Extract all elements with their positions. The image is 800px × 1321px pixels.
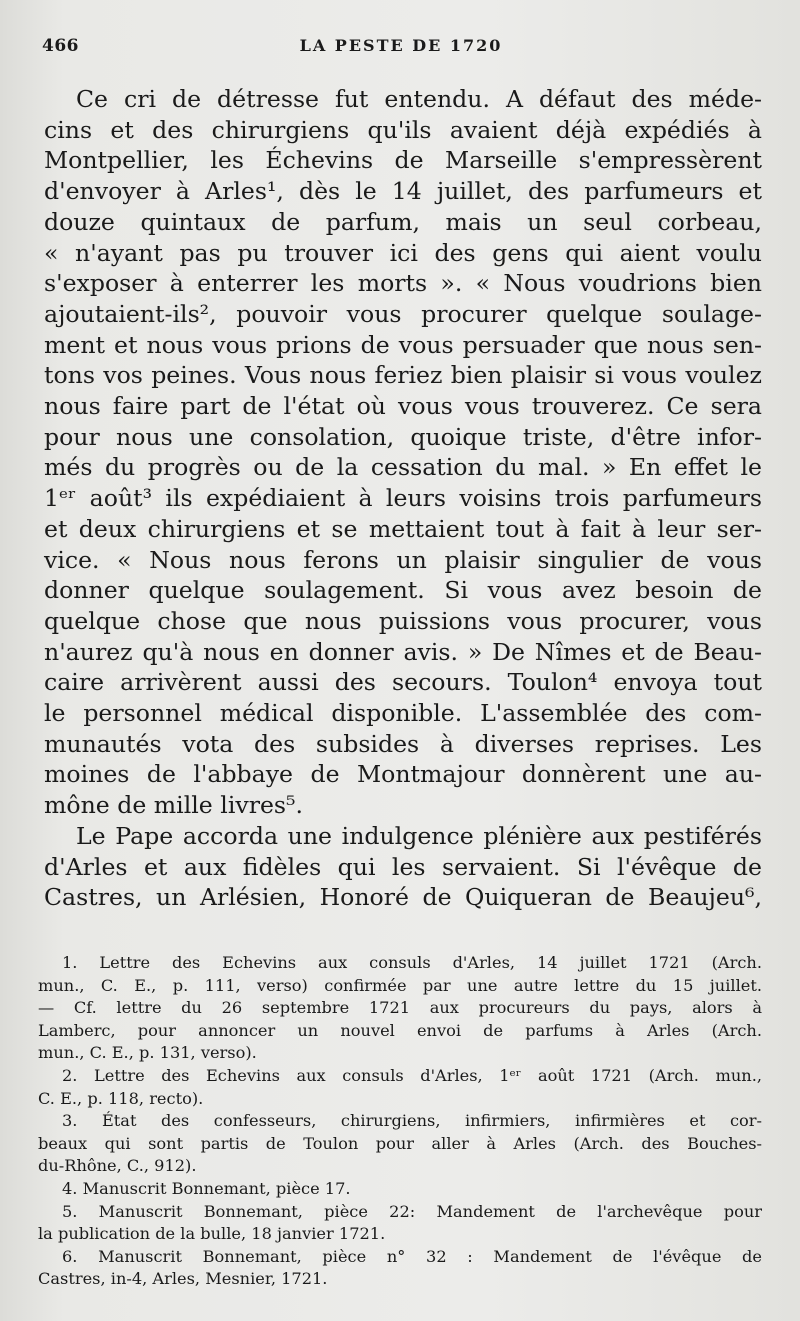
footnote-3 [38,1110,762,1178]
text-line: ment et nous vous prions de vous persuader que nous sen- [44,330,762,359]
text-line: n'aurez qu'à nous en donner avis. » De Nîmes et de Beau- [44,637,762,666]
footnote-2 [38,1065,762,1110]
footnote-line: la publication de la bulle, 18 janvier 1721. [38,1224,386,1244]
footnote-line: du-Rhône, C., 912). [38,1156,197,1176]
footnote-line: C. E., p. 118, recto). [38,1088,204,1108]
footnote-line: 3. État des confesseurs, chirurgiens, infirmiers, infirmières et cor- [62,1111,762,1131]
footnote-5 [38,1201,762,1246]
text-line: caire arrivèrent aussi des secours. Toulon⁴ envoya tout [44,668,762,697]
footnote-line: — Cf. lettre du 26 septembre 1721 aux procureurs du pays, alors à [38,998,762,1018]
text-line: 1ᵉʳ août³ ils expédiaient à leurs voisins trois parfumeurs [44,484,762,513]
text-line: d'envoyer à Arles¹, dès le 14 juillet, des parfumeurs et [44,177,762,206]
footnote-4 [38,1178,762,1201]
text-line: vice. « Nous nous ferons un plaisir singulier de vous [44,545,762,574]
text-line: Le Pape accorda une indulgence plénière aux pestiférés [76,821,762,850]
text-line: més du progrès ou de la cessation du mal. » En effet le [44,453,762,482]
footnotes [38,952,762,1291]
footnote-line: 2. Lettre des Echevins aux consuls d'Arles, 1ᵉʳ août 1721 (Arch. mun., [62,1065,762,1085]
footnote-line: beaux qui sont partis de Toulon pour aller à Arles (Arch. des Bouches- [38,1133,762,1153]
footnote-1 [38,952,762,1065]
paragraph-2 [44,821,762,913]
footnote-line: Lamberc, pour annoncer un nouvel envoi de parfums à Arles (Arch. [38,1020,762,1040]
footnote-line: 4. Manuscrit Bonnemant, pièce 17. [62,1178,351,1198]
running-title: LA PESTE DE 1720 [299,36,503,55]
text-line: munautés vota des subsides à diverses reprises. Les [44,729,762,758]
text-line: Castres, un Arlésien, Honoré de Quiqueran de Beaujeu⁶, [44,883,762,912]
footnote-line: mun., C. E., p. 111, verso) confirmée par une autre lettre du 15 juillet. [38,975,762,995]
text-line: douze quintaux de parfum, mais un seul corbeau, [44,207,762,236]
footnote-6 [38,1246,762,1291]
text-line: nous faire part de l'état où vous vous trouverez. Ce sera [44,392,762,421]
text-line: et deux chirurgiens et se mettaient tout à fait à leur ser- [44,514,762,543]
text-line: cins et des chirurgiens qu'ils avaient déjà expédiés à [44,115,762,144]
text-line: Ce cri de détresse fut entendu. A défaut des méde- [76,85,762,113]
footnote-line: 5. Manuscrit Bonnemant, pièce 22: Mandement de l'archevêque pour [62,1201,762,1221]
main-text [44,84,762,913]
text-line: Montpellier, les Échevins de Marseille s'empressèrent [44,146,762,175]
page-number: 466 [42,36,79,56]
text-line: pour nous une consolation, quoique triste, d'être infor- [44,422,762,451]
footnote-line: mun., C. E., p. 131, verso). [38,1043,257,1063]
text-line: quelque chose que nous puissions vous procurer, vous [44,606,762,635]
footnote-line: 6. Manuscrit Bonnemant, pièce n° 32 : Mandement de l'évêque de [62,1246,762,1266]
text-line: tons vos peines. Vous nous feriez bien plaisir si vous voulez [44,361,762,390]
text-line: « n'ayant pas pu trouver ici des gens qui aient voulu [44,238,762,267]
paragraph-1 [44,84,762,821]
text-line: ajoutaient-ils², pouvoir vous procurer quelque soulage- [44,299,762,328]
text-line: le personnel médical disponible. L'assemblée des com- [44,699,762,728]
text-line: s'exposer à enterrer les morts ». « Nous voudrions bien [44,269,762,298]
text-line: donner quelque soulagement. Si vous avez besoin de [44,576,762,605]
text-line: mône de mille livres⁵. [44,791,304,820]
text-line: moines de l'abbaye de Montmajour donnèrent une au- [44,760,762,789]
footnote-line: 1. Lettre des Echevins aux consuls d'Arles, 14 juillet 1721 (Arch. [62,953,762,972]
text-line: d'Arles et aux fidèles qui les servaient. Si l'évêque de [44,852,762,881]
page-header [42,36,760,62]
footnote-line: Castres, in-4, Arles, Mesnier, 1721. [38,1269,328,1289]
